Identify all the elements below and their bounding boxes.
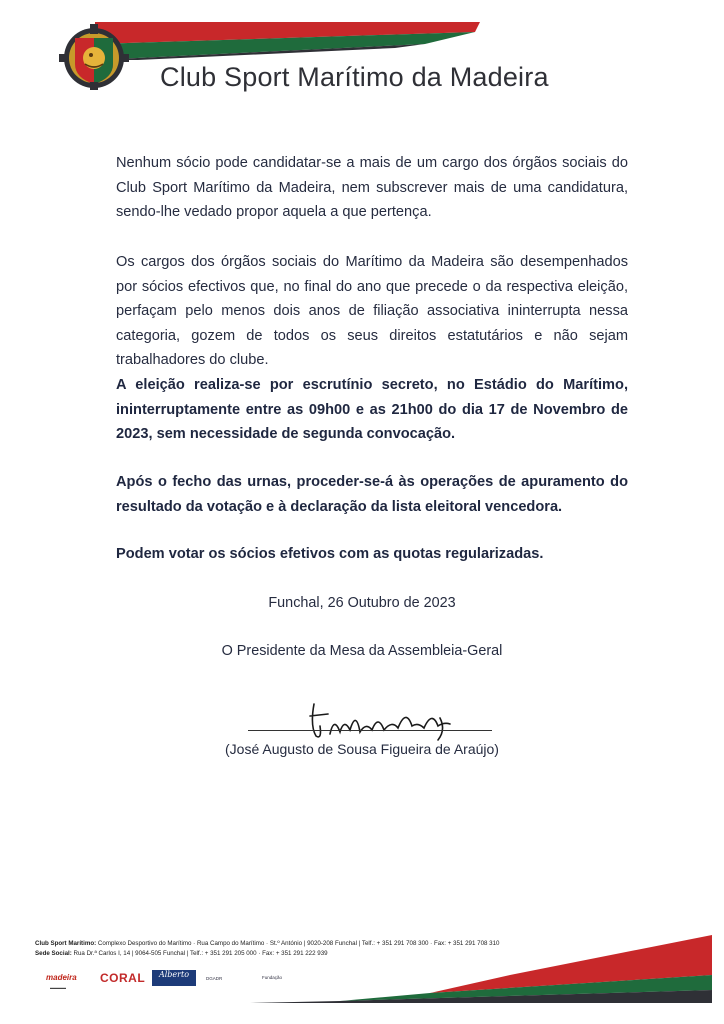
paragraph-candidacy-rule: Nenhum sócio pode candidatar-se a mais de um cargo dos órgãos sociais do Club Sport Marítimo da Madeira, nem subscrever mais de uma candidatura, sendo-lhe vedado propor aquela a que pertença. <box>116 155 628 220</box>
footer-label-club: Club Sport Marítimo: <box>35 940 97 947</box>
sponsor-coral-logo: CORAL <box>100 971 146 985</box>
sponsor-madeira-logo: madeira <box>46 973 77 982</box>
footer-sede-address: Rua Dr.ª Carlos I, 14 | 9064-505 Funchal | Telf.: + 351 291 205 000 · Fax: + 351 291 222 939 <box>71 950 328 957</box>
paragraph-election-details: A eleição realiza-se por escrutínio secreto, no Estádio do Marítimo, ininterruptamente entre as 09h00 e as 21h00 do dia 17 de Novembro de 2023, sem necessidade de segunda convocação. <box>116 377 628 442</box>
club-name-title: Club Sport Marítimo da Madeira <box>160 62 549 92</box>
footer-club-address: Complexo Desportivo do Marítimo · Rua Campo do Marítimo · St.º António | 9020-208 Funchal | Telf.: + 351 291 708 300 · Fax: + 351 291 708 310 <box>96 940 500 947</box>
footer-label-sede: Sede Social: <box>35 950 72 957</box>
handwritten-signature <box>300 696 470 746</box>
paragraph-eligibility-rule: Os cargos dos órgãos sociais do Marítimo da Madeira são desempenhados por sócios efectivos que, no final do ano que precede o da respectiva eleição, perfaçam pelo menos dois anos de filiação associativa ininterrupta nessa categoria, gozem de todos os seus direitos estatutários e não sejam trabalhadores do clube. <box>116 254 628 368</box>
sponsor-fundacao-logo: Fundação <box>262 975 283 980</box>
paragraph-vote-counting: Após o fecho das urnas, proceder-se-á às operações de apuramento do resultado da votação e à declaração da lista eleitoral vencedora. <box>116 474 628 515</box>
sponsor-alberto-logo: Alberto <box>152 970 196 986</box>
paragraph-voting-eligibility: Podem votar os sócios efetivos com as quotas regularizadas. <box>116 546 544 562</box>
sponsor-madeira-mark: ▬▬▬▬ <box>50 985 66 990</box>
place-date: Funchal, 26 Outubro de 2023 <box>268 595 456 611</box>
signatory-role: O Presidente da Mesa da Assembleia-Geral <box>221 643 503 659</box>
footer-banner-stripes <box>250 935 712 1003</box>
signatory-name: (José Augusto de Sousa Figueira de Araújo) <box>225 741 499 757</box>
club-crest-logo <box>55 20 133 92</box>
signature-line <box>248 730 492 731</box>
sponsor-dgadr-logo: DGADR <box>206 976 223 981</box>
header-banner-stripes <box>95 22 480 60</box>
